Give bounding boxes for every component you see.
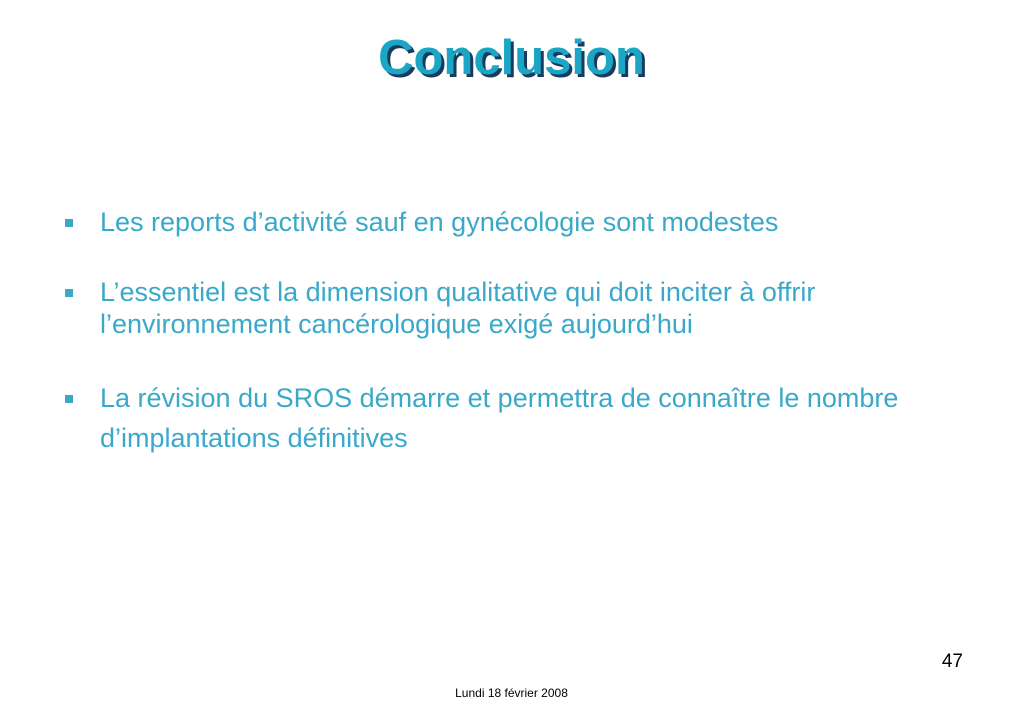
bullet-item (62, 206, 972, 238)
page-number: 47 (941, 651, 963, 672)
bullet-item (62, 378, 972, 458)
bullet-text: La révision du SROS démarre et permettra de connaître le nombre d’implantations définitives (100, 383, 899, 453)
square-bullet-icon (65, 395, 73, 403)
bullet-list (62, 206, 972, 458)
bullet-text: Les reports d’activité sauf en gynécologie sont modestes (100, 207, 779, 237)
bullet-text: L’essentiel est la dimension qualitative qui doit inciter à offrir l’environnement cancérologique exigé aujourd’hui (100, 277, 816, 339)
square-bullet-icon (65, 289, 73, 297)
square-bullet-icon (65, 219, 73, 227)
slide-title: Conclusion (378, 31, 645, 85)
footer-date: Lundi 18 février 2008 (455, 686, 568, 700)
bullet-item (62, 276, 972, 340)
